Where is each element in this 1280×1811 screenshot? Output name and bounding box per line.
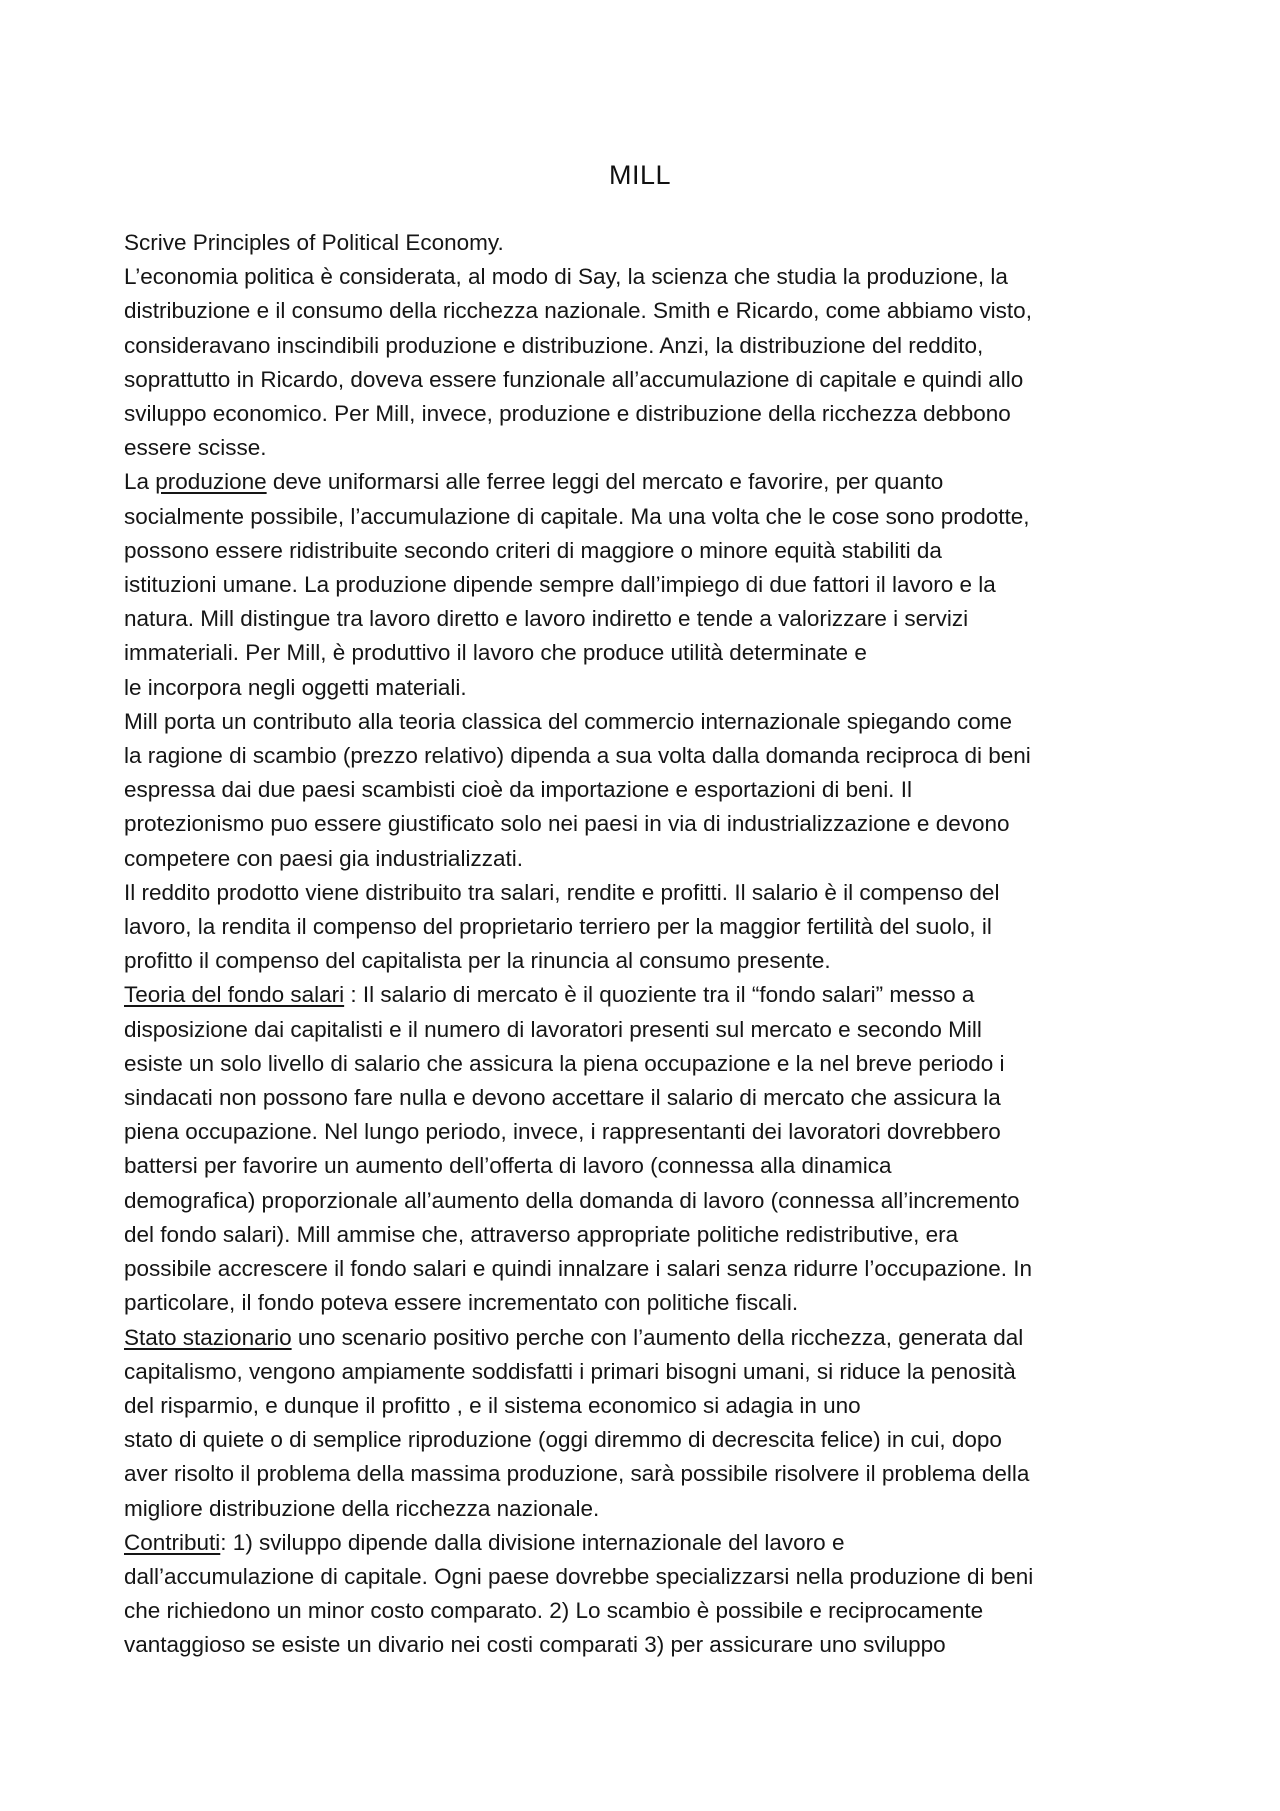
text-line	[124, 876, 1164, 910]
text-segment: essere scisse.	[124, 435, 267, 461]
text-segment: L’economia politica è considerata, al modo di Say, la scienza che studia la produzione, la	[124, 264, 1008, 290]
text-segment: vantaggioso se esiste un divario nei costi comparati 3) per assicurare uno sviluppo	[124, 1632, 946, 1658]
document-body	[124, 226, 1164, 1663]
text-segment: sindacati non possono fare nulla e devono accettare il salario di mercato che assicura la	[124, 1085, 1001, 1111]
text-segment: capitalismo, vengono ampiamente soddisfatti i primari bisogni umani, si riduce la penosità	[124, 1358, 1016, 1384]
text-segment: disposizione dai capitalisti e il numero di lavoratori presenti sul mercato e secondo Mill	[124, 1016, 982, 1042]
text-segment: espressa dai due paesi scambisti cioè da importazione e esportazioni di beni. Il	[124, 777, 912, 803]
text-segment: sviluppo economico. Per Mill, invece, produzione e distribuzione della ricchezza debbono	[124, 401, 1011, 427]
text-segment: del fondo salari). Mill ammise che, attraverso appropriate politiche redistributive, era	[124, 1221, 959, 1247]
text-segment: lavoro, la rendita il compenso del proprietario terriero per la maggior fertilità del suolo, il	[124, 914, 992, 940]
text-segment: natura. Mill distingue tra lavoro diretto e lavoro indiretto e tende a valorizzare i servizi	[124, 606, 969, 632]
text-segment: distribuzione e il consumo della ricchezza nazionale. Smith e Ricardo, come abbiamo visto,	[124, 298, 1032, 324]
text-segment: protezionismo puo essere giustificato solo nei paesi in via di industrializzazione e devono	[124, 811, 1010, 837]
text-segment: La	[124, 469, 156, 495]
text-line	[124, 1594, 1164, 1628]
text-line	[124, 1286, 1164, 1320]
text-line	[124, 1115, 1164, 1149]
text-line	[124, 773, 1164, 807]
text-line	[124, 534, 1164, 568]
text-segment: le incorpora negli oggetti materiali.	[124, 674, 467, 700]
text-segment: particolare, il fondo poteva essere incrementato con politiche fiscali.	[124, 1290, 799, 1316]
text-line	[124, 978, 1164, 1012]
text-segment: dall’accumulazione di capitale. Ogni paese dovrebbe specializzarsi nella produzione di beni	[124, 1563, 1034, 1589]
text-segment: esiste un solo livello di salario che assicura la piena occupazione e la nel breve periodo i	[124, 1050, 1005, 1076]
text-line	[124, 1628, 1164, 1662]
text-line	[124, 739, 1164, 773]
text-segment: competere con paesi gia industrializzati.	[124, 845, 523, 871]
text-line	[124, 705, 1164, 739]
text-line	[124, 568, 1164, 602]
text-line	[124, 294, 1164, 328]
text-line	[124, 363, 1164, 397]
text-segment: battersi per favorire un aumento dell’offerta di lavoro (connessa alla dinamica	[124, 1153, 892, 1179]
text-segment: che richiedono un minor costo comparato. 2) Lo scambio è possibile e reciprocamente	[124, 1598, 984, 1624]
text-line	[124, 1457, 1164, 1491]
text-line	[124, 1492, 1164, 1526]
text-line	[124, 500, 1164, 534]
text-segment: migliore distribuzione della ricchezza nazionale.	[124, 1495, 600, 1521]
underlined-term: Teoria del fondo salari	[124, 982, 345, 1008]
text-segment: soprattutto in Ricardo, doveva essere funzionale all’accumulazione di capitale e quindi allo	[124, 366, 1024, 392]
text-segment: istituzioni umane. La produzione dipende sempre dall’impiego di due fattori il lavoro e la	[124, 572, 996, 598]
text-line	[124, 910, 1164, 944]
text-line	[124, 1423, 1164, 1457]
text-line	[124, 1252, 1164, 1286]
text-line	[124, 1184, 1164, 1218]
text-line	[124, 1389, 1164, 1423]
text-segment: consideravano inscindibili produzione e distribuzione. Anzi, la distribuzione del reddito,	[124, 332, 984, 358]
text-segment: : 1) sviluppo dipende dalla divisione internazionale del lavoro e	[220, 1529, 845, 1555]
text-segment: aver risolto il problema della massima produzione, sarà possibile risolvere il problema della	[124, 1461, 1030, 1487]
text-segment: la ragione di scambio (prezzo relativo) dipenda a sua volta dalla domanda reciproca di beni	[124, 743, 1031, 769]
text-segment: socialmente possibile, l’accumulazione di capitale. Ma una volta che le cose sono prodotte,	[124, 503, 1030, 529]
underlined-term: Stato stazionario	[124, 1324, 292, 1350]
text-line	[124, 329, 1164, 363]
text-line	[124, 1013, 1164, 1047]
text-line	[124, 842, 1164, 876]
text-line	[124, 465, 1164, 499]
text-line	[124, 944, 1164, 978]
text-line	[124, 1081, 1164, 1115]
page-title: MILL	[608, 160, 672, 190]
text-segment: Il reddito prodotto viene distribuito tra salari, rendite e profitti. Il salario è il compenso del	[124, 879, 1000, 905]
text-segment: del risparmio, e dunque il profitto , e il sistema economico si adagia in uno	[124, 1392, 861, 1418]
text-segment: stato di quiete o di semplice riproduzione (oggi diremmo di decrescita felice) in cui, dopo	[124, 1427, 1002, 1453]
text-line	[124, 807, 1164, 841]
text-line	[124, 260, 1164, 294]
text-segment: possono essere ridistribuite secondo criteri di maggiore o minore equità stabiliti da	[124, 537, 942, 563]
text-segment: possibile accrescere il fondo salari e quindi innalzare i salari senza ridurre l’occupazione. In	[124, 1256, 1032, 1282]
text-line	[124, 1047, 1164, 1081]
text-segment: : Il salario di mercato è il quoziente tra il “fondo salari” messo a	[344, 982, 975, 1008]
text-line	[124, 1321, 1164, 1355]
text-line	[124, 431, 1164, 465]
text-line	[124, 671, 1164, 705]
underlined-term: produzione	[155, 469, 267, 495]
text-segment: uno scenario positivo perche con l’aumento della ricchezza, generata dal	[291, 1324, 1024, 1350]
text-line	[124, 1355, 1164, 1389]
underlined-term: Contributi	[124, 1529, 221, 1555]
text-segment: Scrive Principles of Political Economy.	[124, 230, 504, 255]
text-segment: Mill porta un contributo alla teoria classica del commercio internazionale spiegando come	[124, 708, 1012, 734]
text-line	[124, 602, 1164, 636]
text-segment: immateriali. Per Mill, è produttivo il lavoro che produce utilità determinate e	[124, 640, 867, 666]
text-line	[124, 226, 1164, 260]
text-line	[124, 1560, 1164, 1594]
text-line	[124, 397, 1164, 431]
text-line	[124, 1218, 1164, 1252]
text-segment: deve uniformarsi alle ferree leggi del mercato e favorire, per quanto	[266, 469, 944, 495]
text-segment: piena occupazione. Nel lungo periodo, invece, i rappresentanti dei lavoratori dovrebbero	[124, 1119, 1001, 1145]
text-segment: profitto il compenso del capitalista per la rinuncia al consumo presente.	[124, 948, 831, 974]
text-line	[124, 1149, 1164, 1183]
text-line	[124, 636, 1164, 670]
text-segment: demografica) proporzionale all’aumento della domanda di lavoro (connessa all’incremento	[124, 1187, 1020, 1213]
text-line	[124, 1526, 1164, 1560]
